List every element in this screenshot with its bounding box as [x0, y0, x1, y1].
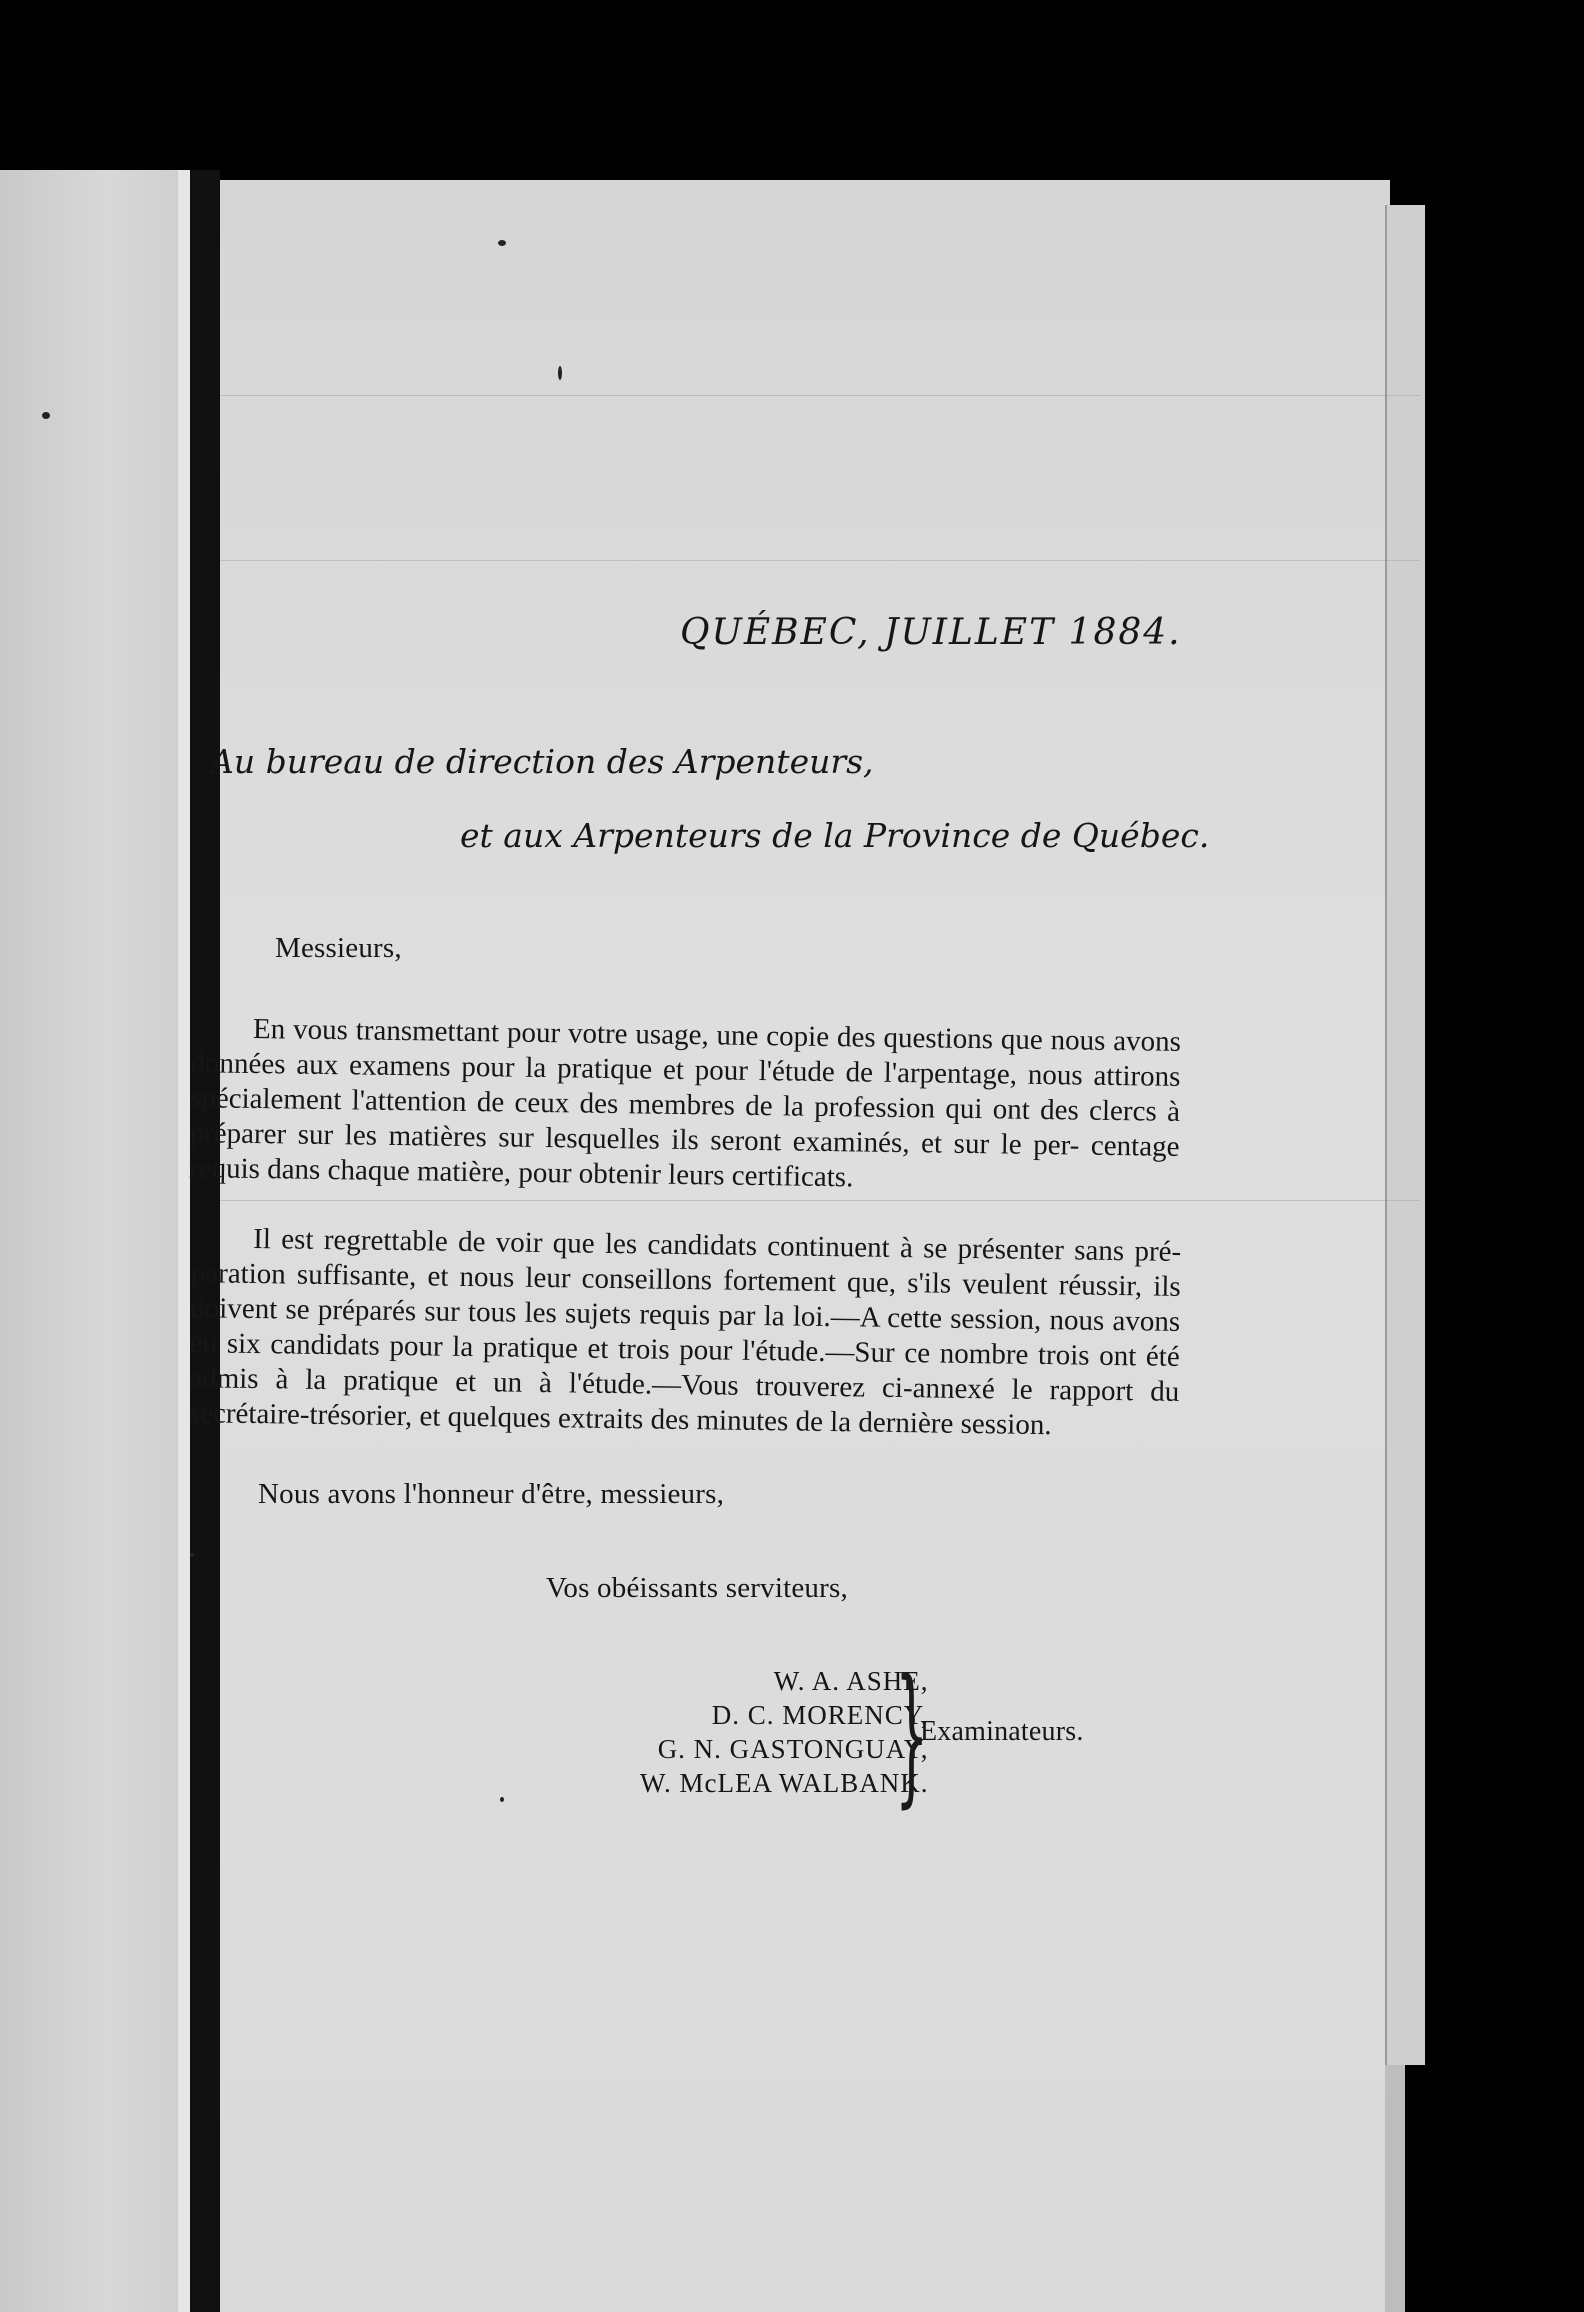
paper-line [220, 395, 1420, 396]
signatory-role: Examinateurs. [920, 1716, 1084, 1747]
dateline: QUÉBEC, JUILLET 1884. [680, 612, 1182, 653]
recipient-line-2: et aux Arpenteurs de la Province de Québec. [460, 816, 1210, 855]
paper-line [220, 1200, 1420, 1201]
page-fore-edge-lower [1385, 2065, 1405, 2312]
complimentary-close: Vos obéissants serviteurs, [546, 1572, 848, 1604]
salutation: Messieurs, [275, 932, 402, 964]
signatory: W. McLEA WALBANK. [640, 1768, 929, 1798]
page-fore-edge [1385, 205, 1425, 2065]
recipient-line-1: Au bureau de direction des Arpenteurs, [210, 742, 874, 781]
facing-page-margin [178, 170, 190, 2312]
signatory: G. N. GASTONGUAY, [657, 1734, 929, 1764]
closing-line: Nous avons l'honneur d'être, messieurs, [258, 1478, 725, 1510]
body-paragraph-2: Il est regrettable de voir que les candidats continuent à se présenter sans pré- paration suffisante, et nous leur conseillons fortement que, s'ils veulent réussir, ils doivent se préparés sur tous les sujets requis par la loi.—A cette session, nous avons eu six candidats pour la pratique et trois pour l'étude.—Sur ce nombre trois ont été admis à la pratique et un à l'étude.—Vous trouverez ci-annexé le rapport du secrétaire-trésorier, et quelques extraits des minutes de la dernière session. [188, 1222, 1182, 1442]
signature-block [640, 1664, 929, 1800]
scan-speck [42, 412, 50, 419]
scan-speck [558, 366, 562, 380]
scan-speck [190, 1553, 194, 1557]
paper-line [220, 560, 1420, 561]
body-paragraph-1: En vous transmettant pour votre usage, une copie des questions que nous avons données aux examens pour la pratique et pour l'étude de l'arpentage, nous attirons spécialement l'attention de ceux des membres de la profession qui ont des clercs à préparer sur les matières sur lesquelles ils seront examinés, et sur le per- centage requis dans chaque matière, pour obtenir leurs certificats. [188, 1012, 1182, 1194]
facing-page-edge [0, 170, 178, 2312]
curly-brace-icon: } [895, 1648, 929, 1822]
signatory: W. A. ASHE, [773, 1666, 929, 1696]
scan-speck [498, 240, 506, 246]
scan-speck [500, 1797, 504, 1802]
signatory: D. C. MORENCY, [711, 1700, 929, 1730]
